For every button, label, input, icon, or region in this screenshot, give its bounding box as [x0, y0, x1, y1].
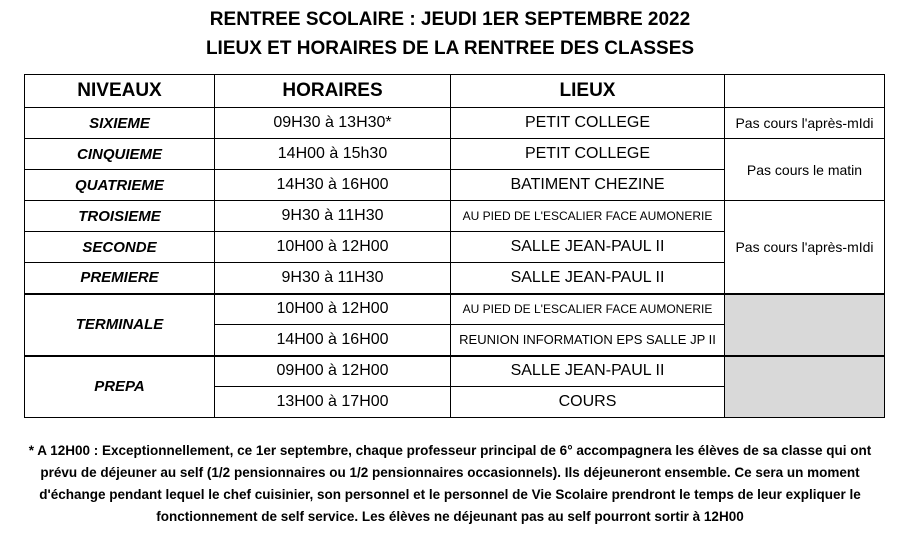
horaire-cell: 13H00 à 17H00	[215, 387, 451, 418]
niveau-cell: PREPA	[25, 356, 215, 418]
lieu-cell: SALLE JEAN-PAUL II	[451, 263, 725, 294]
table-row	[25, 139, 885, 170]
column-header-horaires: HORAIRES	[215, 75, 451, 108]
title-line-2: LIEUX ET HORAIRES DE LA RENTREE DES CLASSES	[205, 38, 695, 59]
lieu-cell: AU PIED DE L'ESCALIER FACE AUMONERIE	[451, 201, 725, 232]
niveau-cell: SIXIEME	[25, 108, 215, 139]
note-cell: Pas cours l'après-mIdi	[725, 201, 885, 294]
schedule-table	[24, 74, 885, 418]
niveau-cell: CINQUIEME	[25, 139, 215, 170]
horaire-cell: 9H30 à 11H30	[215, 263, 451, 294]
horaire-cell: 14H00 à 16H00	[215, 325, 451, 356]
horaire-cell: 10H00 à 12H00	[215, 232, 451, 263]
lieu-cell: SALLE JEAN-PAUL II	[451, 232, 725, 263]
lieu-cell: PETIT COLLEGE	[451, 108, 725, 139]
table-row	[25, 356, 885, 387]
horaire-cell: 10H00 à 12H00	[215, 294, 451, 325]
niveau-cell: TERMINALE	[25, 294, 215, 356]
table-header-row	[25, 75, 885, 108]
niveau-cell: PREMIERE	[25, 263, 215, 294]
lieu-cell: PETIT COLLEGE	[451, 139, 725, 170]
table-row	[25, 294, 885, 325]
column-header-blank	[725, 75, 885, 108]
horaire-cell: 14H30 à 16H00	[215, 170, 451, 201]
lieu-cell: SALLE JEAN-PAUL II	[451, 356, 725, 387]
title-line-1: RENTREE SCOLAIRE : JEUDI 1ER SEPTEMBRE 2022	[209, 9, 691, 30]
niveau-cell: SECONDE	[25, 232, 215, 263]
horaire-cell: 9H30 à 11H30	[215, 201, 451, 232]
column-header-niveaux: NIVEAUX	[25, 75, 215, 108]
horaire-cell: 09H30 à 13H30*	[215, 108, 451, 139]
column-header-lieux: LIEUX	[451, 75, 725, 108]
horaire-cell: 09H00 à 12H00	[215, 356, 451, 387]
table-row	[25, 201, 885, 232]
note-cell: Pas cours l'après-mIdi	[725, 108, 885, 139]
blank-cell	[725, 294, 885, 356]
lieu-cell: COURS	[451, 387, 725, 418]
table-row	[25, 108, 885, 139]
lieu-cell: REUNION INFORMATION EPS SALLE JP II	[451, 325, 725, 356]
lieu-cell: AU PIED DE L'ESCALIER FACE AUMONERIE	[451, 294, 725, 325]
niveau-cell: TROISIEME	[25, 201, 215, 232]
horaire-cell: 14H00 à 15h30	[215, 139, 451, 170]
note-cell: Pas cours le matin	[725, 139, 885, 201]
niveau-cell: QUATRIEME	[25, 170, 215, 201]
blank-cell	[725, 356, 885, 418]
footnote: * A 12H00 : Exceptionnellement, ce 1er septembre, chaque professeur principal de 6° accompagnera les élèves de sa classe qui ont prévu de déjeuner au self (1/2 pensionnaires ou 1/2 pensionnaires occasionnels). Ils déjeuneront ensemble. Ce sera un moment d'échange pendant lequel le chef cuisinier, son personnel et le personnel de Vie Scolaire prendront le temps de leur expliquer le fonctionnement de self service. Les élèves ne déjeunant pas au self pourront sortir à 12H00	[28, 443, 872, 524]
lieu-cell: BATIMENT CHEZINE	[451, 170, 725, 201]
